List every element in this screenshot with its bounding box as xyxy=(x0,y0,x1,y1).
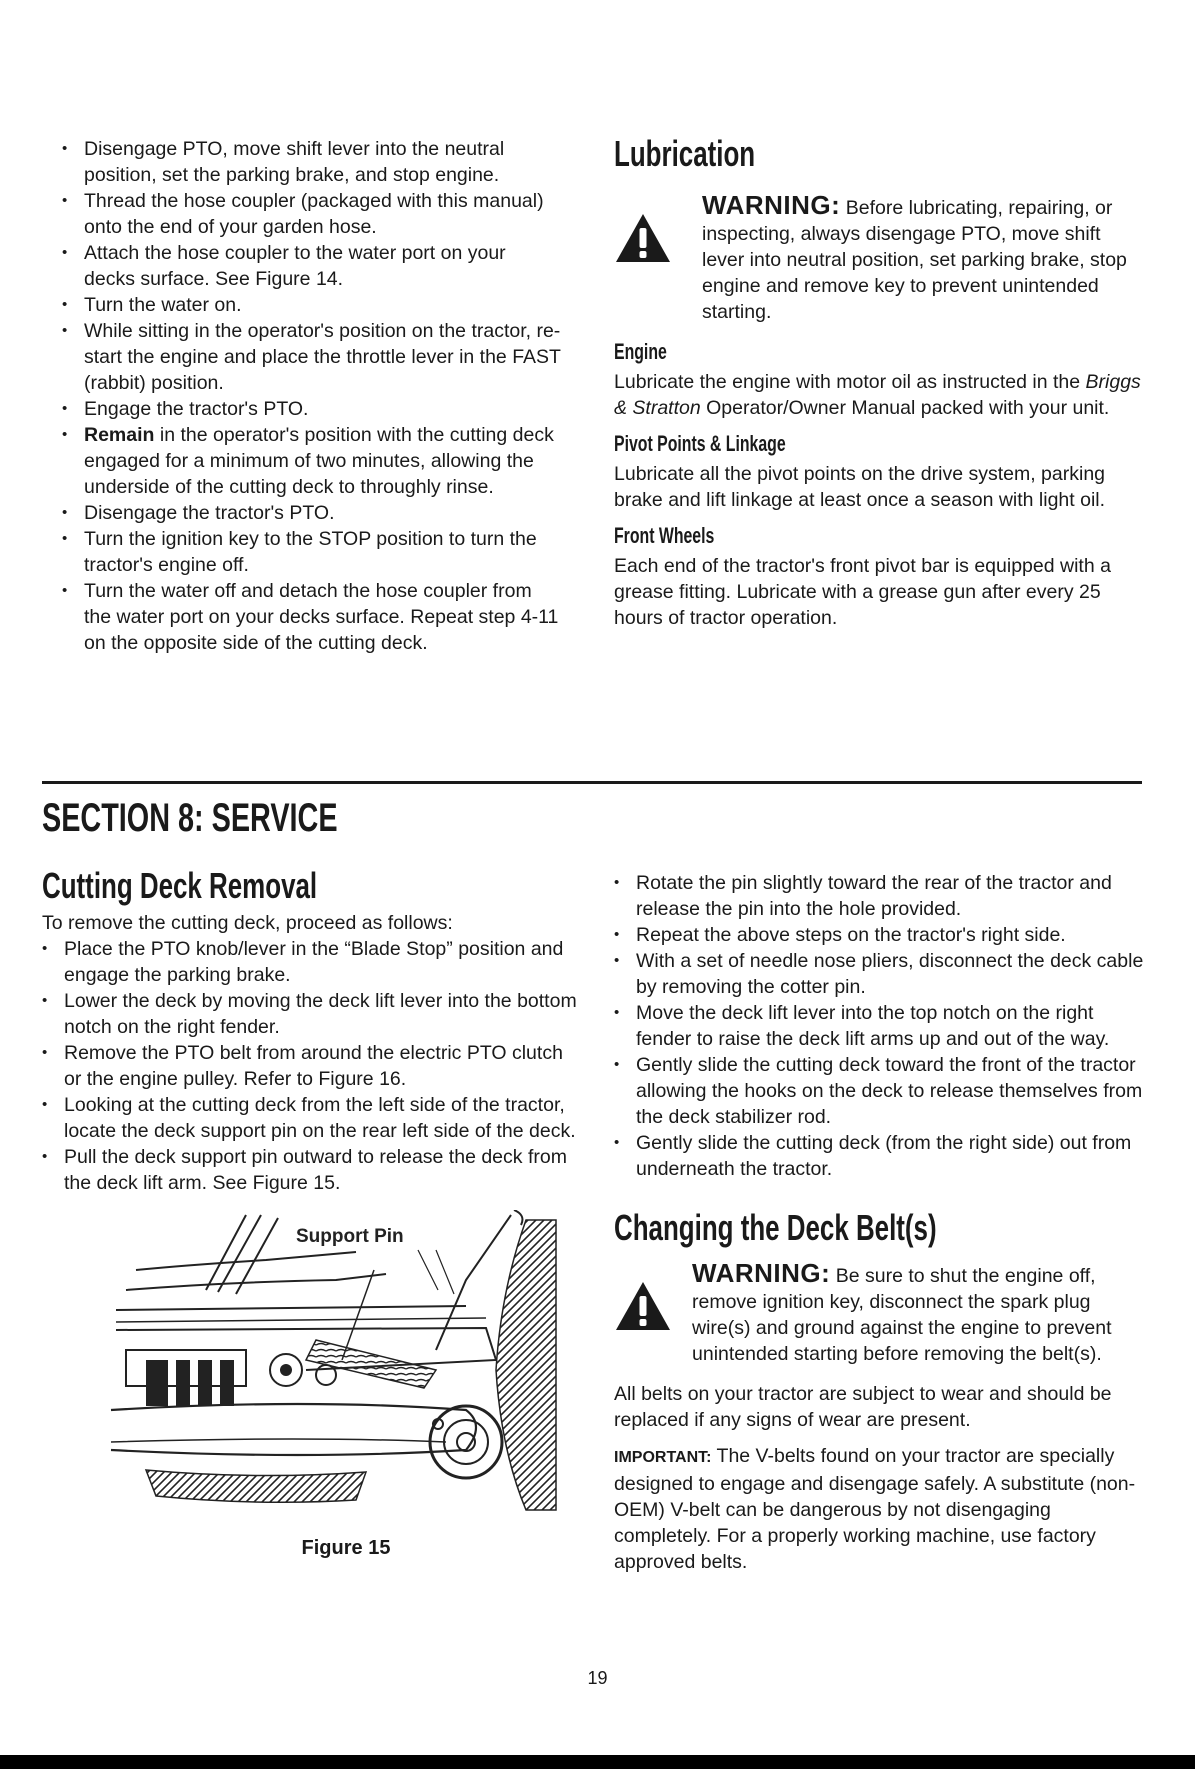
list-item: • Looking at the cutting deck from the left side of the tractor, locate the deck support pin on the rear left side of the deck. xyxy=(42,1092,582,1144)
deck-steps-and-belts-column xyxy=(614,870,1144,1585)
warning-text: Before lubricating, repairing, or inspecting, always disengage PTO, move shift lever into neutral position, set parking brake, stop engine and remove key to prevent unintended starting. xyxy=(702,197,1127,323)
list-item: • Turn the water on. xyxy=(62,292,562,318)
cutting-deck-steps xyxy=(42,936,582,1196)
list-item: • Rotate the pin slightly toward the rear of the tractor and release the pin into the hole provided. xyxy=(614,870,1144,922)
scan-bottom-bar xyxy=(0,1755,1195,1769)
engine-heading: Engine xyxy=(614,339,667,364)
deck-belt-warning xyxy=(614,1260,1144,1367)
list-item: • While sitting in the operator's position on the tractor, re-start the engine and place the throttle lever in the FAST (rabbit) position. xyxy=(62,318,562,396)
engine-paragraph xyxy=(614,369,1144,421)
engine-manual-name: Briggs & Stratton xyxy=(614,371,1141,419)
lubrication-column xyxy=(614,134,1144,641)
list-item: • Thread the hose coupler (packaged with this manual) onto the end of your garden hose. xyxy=(62,188,562,240)
deck-removal-steps-continued xyxy=(614,870,1144,1182)
list-item: • Remove the PTO belt from around the electric PTO clutch or the engine pulley. Refer to Figure 16. xyxy=(42,1040,582,1092)
pivot-paragraph: Lubricate all the pivot points on the drive system, parking brake and lift linkage at least once a season with light oil. xyxy=(614,463,1106,511)
rinse-steps-list xyxy=(62,136,562,656)
pivot-heading: Pivot Points & Linkage xyxy=(614,431,786,456)
section-divider xyxy=(42,781,1142,784)
list-item xyxy=(62,422,562,500)
list-item: • Repeat the above steps on the tractor's right side. xyxy=(614,922,1144,948)
remain-bold-text: Remain xyxy=(84,424,155,446)
lubrication-warning xyxy=(614,192,1144,325)
engine-text-end: Operator/Owner Manual packed with your unit. xyxy=(700,397,1110,419)
warning-title: WARNING: xyxy=(692,1258,831,1288)
list-item: • Gently slide the cutting deck toward the front of the tractor allowing the hooks on the deck to release themselves from the deck stabilizer rod. xyxy=(614,1052,1144,1130)
section-title: SECTION 8: SERVICE xyxy=(42,796,338,840)
warning-text: Be sure to shut the engine off, remove ignition key, disconnect the spark plug wire(s) and ground against the engine to prevent unintended starting before removing the belt(s). xyxy=(692,1265,1112,1365)
engine-text: Lubricate the engine with motor oil as instructed in the xyxy=(614,371,1086,393)
list-item: • Pull the deck support pin outward to release the deck from the deck lift arm. See Figure 15. xyxy=(42,1144,582,1196)
list-item: • Engage the tractor's PTO. xyxy=(62,396,562,422)
warning-title: WARNING: xyxy=(702,190,841,220)
figure-caption: Figure 15 xyxy=(301,1537,391,1559)
list-item: • With a set of needle nose pliers, disconnect the deck cable by removing the cotter pin. xyxy=(614,948,1144,1000)
warning-triangle-icon xyxy=(614,1280,672,1332)
cutting-deck-column xyxy=(42,865,582,1559)
list-item: • Turn the ignition key to the STOP position to turn the tractor's engine off. xyxy=(62,526,562,578)
front-wheels-heading: Front Wheels xyxy=(614,523,715,548)
page-number: 19 xyxy=(587,1668,608,1688)
list-item: • Lower the deck by moving the deck lift lever into the bottom notch on the right fender. xyxy=(42,988,582,1040)
cutting-deck-heading: Cutting Deck Removal xyxy=(42,865,318,906)
support-pin-label: Support Pin xyxy=(296,1226,404,1247)
list-item: • Attach the hose coupler to the water port on your decks surface. See Figure 14. xyxy=(62,240,562,292)
figure-15-illustration xyxy=(106,1210,566,1559)
warning-triangle-icon xyxy=(614,212,672,264)
cutting-deck-intro: To remove the cutting deck, proceed as follows: xyxy=(42,912,453,934)
list-item: • Turn the water off and detach the hose coupler from the water port on your decks surface. Repeat step 4-11 on the opposite side of the cutting deck. xyxy=(62,578,562,656)
list-item: • Disengage PTO, move shift lever into the neutral position, set the parking brake, and stop engine. xyxy=(62,136,562,188)
lubrication-heading: Lubrication xyxy=(614,133,756,174)
deck-support-pin-drawing xyxy=(106,1210,566,1522)
belt-wear-paragraph: All belts on your tractor are subject to wear and should be replaced if any signs of wear are present. xyxy=(614,1383,1112,1431)
list-item: • Gently slide the cutting deck (from the right side) out from underneath the tractor. xyxy=(614,1130,1144,1182)
important-label: IMPORTANT: xyxy=(614,1449,712,1466)
deck-belt-heading: Changing the Deck Belt(s) xyxy=(614,1207,937,1248)
remain-rest-text: in the operator's position with the cutting deck engaged for a minimum of two minutes, allowing the underside of the cutting deck to throughly rinse. xyxy=(84,424,554,498)
rinse-procedure-column xyxy=(62,136,562,656)
list-item: • Move the deck lift lever into the top notch on the right fender to raise the deck lift arms up and out of the way. xyxy=(614,1000,1144,1052)
list-item: • Place the PTO knob/lever in the “Blade Stop” position and engage the parking brake. xyxy=(42,936,582,988)
important-paragraph xyxy=(614,1443,1144,1575)
front-wheels-paragraph: Each end of the tractor's front pivot bar is equipped with a grease fitting. Lubricate with a grease gun after every 25 hours of tractor operation. xyxy=(614,555,1111,629)
list-item: • Disengage the tractor's PTO. xyxy=(62,500,562,526)
important-text: The V-belts found on your tractor are specially designed to engage and disengage safely. A substitute (non-OEM) V-belt can be dangerous by not disengaging completely. For a properly working machine, use factory approved belts. xyxy=(614,1445,1136,1573)
